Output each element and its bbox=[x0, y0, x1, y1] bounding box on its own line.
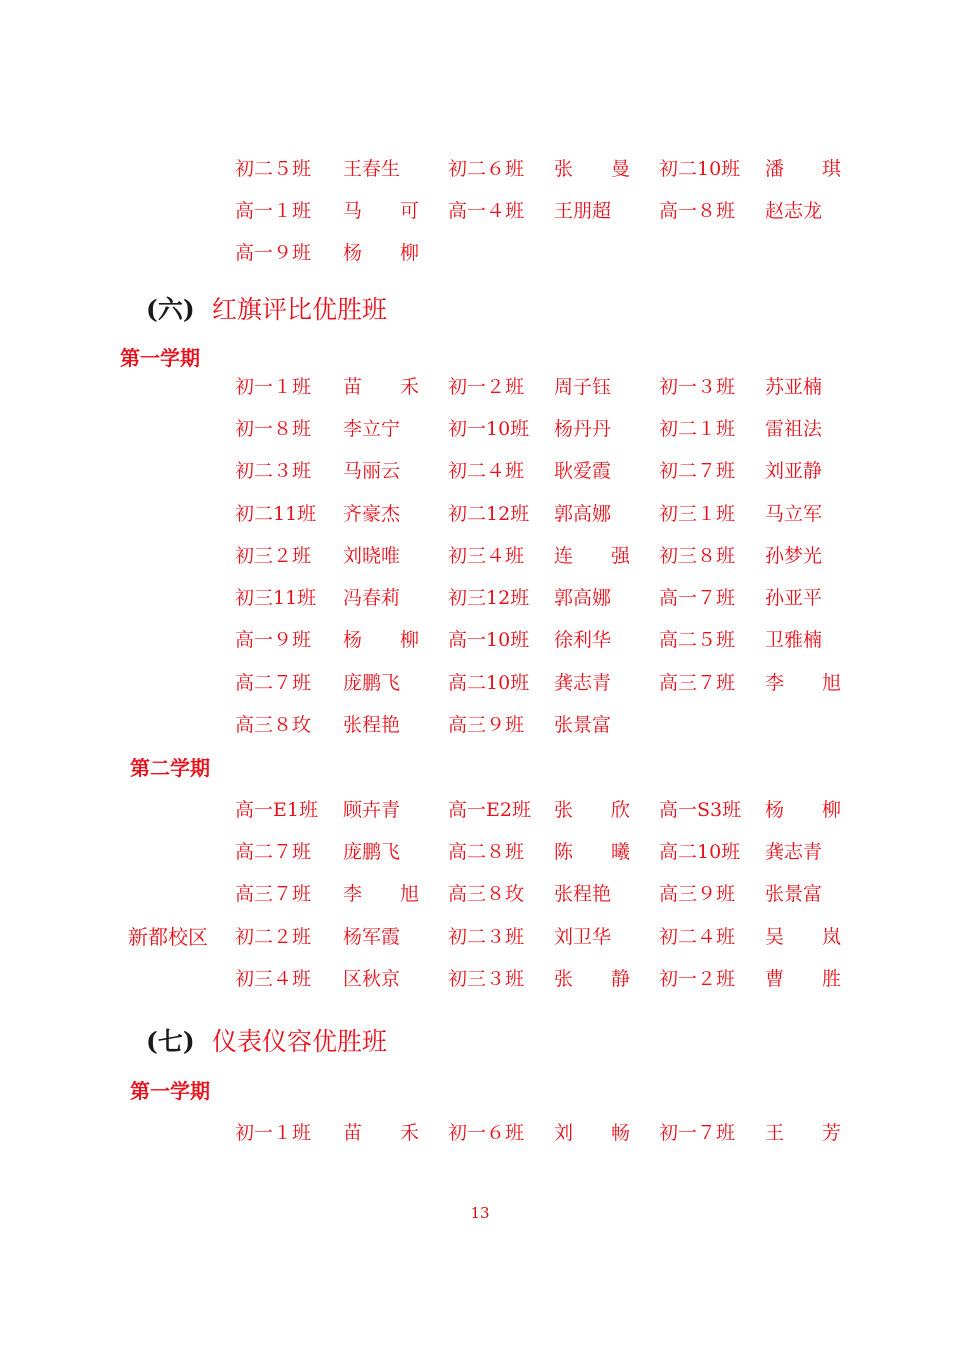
class-name: 高一10班 bbox=[448, 629, 530, 651]
teacher-name: 苏亚楠 bbox=[765, 376, 823, 398]
class-name: 高三８玫 bbox=[448, 883, 525, 905]
honor-row bbox=[0, 456, 960, 486]
section6-term1-label: 第一学期 bbox=[120, 346, 200, 370]
class-name: 初二12班 bbox=[448, 503, 530, 525]
honor-row bbox=[0, 879, 960, 909]
honor-row bbox=[0, 625, 960, 655]
teacher-name: 吴 岚 bbox=[765, 926, 858, 948]
teacher-name: 卫雅楠 bbox=[765, 629, 823, 651]
class-name: 初三11班 bbox=[235, 587, 317, 609]
teacher-name: 李 旭 bbox=[765, 672, 858, 694]
class-name: 高一９班 bbox=[235, 629, 312, 651]
teacher-name: 刘亚静 bbox=[765, 460, 823, 482]
teacher-name: 王朋超 bbox=[554, 200, 612, 222]
class-name: 初二４班 bbox=[448, 460, 525, 482]
teacher-name: 杨 柳 bbox=[343, 629, 436, 651]
teacher-name: 刘 畅 bbox=[554, 1122, 647, 1144]
teacher-name: 郭高娜 bbox=[554, 587, 612, 609]
section7-heading bbox=[146, 1024, 387, 1060]
teacher-name: 潘 琪 bbox=[765, 158, 858, 180]
teacher-name: 张 静 bbox=[554, 968, 647, 990]
class-name: 初一６班 bbox=[448, 1122, 525, 1144]
class-name: 初一１班 bbox=[235, 1122, 312, 1144]
teacher-name: 龚志青 bbox=[765, 841, 823, 863]
class-name: 初一３班 bbox=[659, 376, 736, 398]
class-name: 高二８班 bbox=[448, 841, 525, 863]
class-name: 高三９班 bbox=[659, 883, 736, 905]
class-name: 高一１班 bbox=[235, 200, 312, 222]
teacher-name: 李立宁 bbox=[343, 418, 401, 440]
class-name: 高一９班 bbox=[235, 242, 312, 264]
teacher-name: 曹 胜 bbox=[765, 968, 858, 990]
teacher-name: 杨丹丹 bbox=[554, 418, 612, 440]
class-name: 高一８班 bbox=[659, 200, 736, 222]
teacher-name: 王 芳 bbox=[765, 1122, 858, 1144]
section6-heading bbox=[146, 292, 387, 328]
teacher-name: 郭高娜 bbox=[554, 503, 612, 525]
teacher-name: 张程艳 bbox=[343, 714, 401, 736]
teacher-name: 耿爱霞 bbox=[554, 460, 612, 482]
teacher-name: 马 可 bbox=[343, 200, 436, 222]
teacher-name: 庞鹏飞 bbox=[343, 841, 401, 863]
section6-title: 红旗评比优胜班 bbox=[212, 295, 388, 324]
class-name: 初二１班 bbox=[659, 418, 736, 440]
class-name: 初一８班 bbox=[235, 418, 312, 440]
class-name: 初一１班 bbox=[235, 376, 312, 398]
teacher-name: 张程艳 bbox=[554, 883, 612, 905]
class-name: 高一４班 bbox=[448, 200, 525, 222]
section6-number: (六) bbox=[146, 295, 195, 324]
teacher-name: 庞鹏飞 bbox=[343, 672, 401, 694]
teacher-name: 陈 曦 bbox=[554, 841, 647, 863]
teacher-name: 马立军 bbox=[765, 503, 823, 525]
class-name: 初二10班 bbox=[659, 158, 741, 180]
class-name: 高三９班 bbox=[448, 714, 525, 736]
teacher-name: 杨 柳 bbox=[343, 242, 436, 264]
teacher-name: 张景富 bbox=[554, 714, 612, 736]
teacher-name: 苗 禾 bbox=[343, 376, 436, 398]
teacher-name: 齐豪杰 bbox=[343, 503, 401, 525]
class-name: 初二11班 bbox=[235, 503, 317, 525]
class-name: 初二７班 bbox=[659, 460, 736, 482]
class-name: 初三４班 bbox=[448, 545, 525, 567]
teacher-name: 张 欣 bbox=[554, 799, 647, 821]
teacher-name: 徐利华 bbox=[554, 629, 612, 651]
teacher-name: 周子钰 bbox=[554, 376, 612, 398]
teacher-name: 孙亚平 bbox=[765, 587, 823, 609]
teacher-name: 连 强 bbox=[554, 545, 647, 567]
class-name: 高三８玫 bbox=[235, 714, 312, 736]
class-name: 初三４班 bbox=[235, 968, 312, 990]
section7-term1-label: 第一学期 bbox=[130, 1079, 210, 1103]
section7-title: 仪表仪容优胜班 bbox=[212, 1027, 388, 1056]
teacher-name: 赵志龙 bbox=[765, 200, 823, 222]
honor-row bbox=[0, 964, 960, 994]
class-name: 初三３班 bbox=[448, 968, 525, 990]
teacher-name: 张 曼 bbox=[554, 158, 647, 180]
honor-row bbox=[0, 1118, 960, 1148]
honor-row bbox=[0, 414, 960, 444]
class-name: 初一２班 bbox=[659, 968, 736, 990]
honor-row bbox=[0, 668, 960, 698]
class-name: 初二４班 bbox=[659, 926, 736, 948]
honor-row bbox=[0, 837, 960, 867]
class-name: 高二７班 bbox=[235, 672, 312, 694]
honor-row bbox=[0, 238, 960, 268]
section7-number: (七) bbox=[146, 1027, 195, 1056]
teacher-name: 杨军霞 bbox=[343, 926, 401, 948]
honor-row bbox=[0, 795, 960, 825]
class-name: 高一E2班 bbox=[448, 799, 531, 821]
teacher-name: 苗 禾 bbox=[343, 1122, 436, 1144]
teacher-name: 龚志青 bbox=[554, 672, 612, 694]
teacher-name: 马丽云 bbox=[343, 460, 401, 482]
class-name: 高一S3班 bbox=[659, 799, 742, 821]
teacher-name: 张景富 bbox=[765, 883, 823, 905]
honor-row bbox=[0, 583, 960, 613]
class-name: 初一２班 bbox=[448, 376, 525, 398]
teacher-name: 杨 柳 bbox=[765, 799, 858, 821]
class-name: 初二５班 bbox=[235, 158, 312, 180]
honor-row bbox=[0, 196, 960, 226]
class-name: 初一７班 bbox=[659, 1122, 736, 1144]
class-name: 高二７班 bbox=[235, 841, 312, 863]
honor-row bbox=[0, 710, 960, 740]
class-name: 高三７班 bbox=[235, 883, 312, 905]
class-name: 初三１班 bbox=[659, 503, 736, 525]
teacher-name: 雷祖法 bbox=[765, 418, 823, 440]
teacher-name: 冯春莉 bbox=[343, 587, 401, 609]
teacher-name: 刘卫华 bbox=[554, 926, 612, 948]
honor-row bbox=[0, 154, 960, 184]
teacher-name: 李 旭 bbox=[343, 883, 436, 905]
class-name: 高二５班 bbox=[659, 629, 736, 651]
class-name: 高一E1班 bbox=[235, 799, 318, 821]
teacher-name: 区秋京 bbox=[343, 968, 401, 990]
honor-row bbox=[0, 372, 960, 402]
section6-term2-label: 第二学期 bbox=[130, 756, 210, 780]
teacher-name: 孙梦光 bbox=[765, 545, 823, 567]
class-name: 初二３班 bbox=[448, 926, 525, 948]
class-name: 初三８班 bbox=[659, 545, 736, 567]
teacher-name: 顾卉青 bbox=[343, 799, 401, 821]
page-number: 13 bbox=[470, 1204, 490, 1222]
class-name: 高三７班 bbox=[659, 672, 736, 694]
teacher-name: 刘晓唯 bbox=[343, 545, 401, 567]
class-name: 初一10班 bbox=[448, 418, 530, 440]
class-name: 初二６班 bbox=[448, 158, 525, 180]
class-name: 初三２班 bbox=[235, 545, 312, 567]
class-name: 高二10班 bbox=[448, 672, 530, 694]
campus-label: 新都校区 bbox=[128, 925, 208, 949]
honor-row bbox=[0, 541, 960, 571]
honor-row bbox=[0, 499, 960, 529]
class-name: 高二10班 bbox=[659, 841, 741, 863]
class-name: 初三12班 bbox=[448, 587, 530, 609]
class-name: 初二２班 bbox=[235, 926, 312, 948]
class-name: 初二３班 bbox=[235, 460, 312, 482]
class-name: 高一７班 bbox=[659, 587, 736, 609]
teacher-name: 王春生 bbox=[343, 158, 401, 180]
